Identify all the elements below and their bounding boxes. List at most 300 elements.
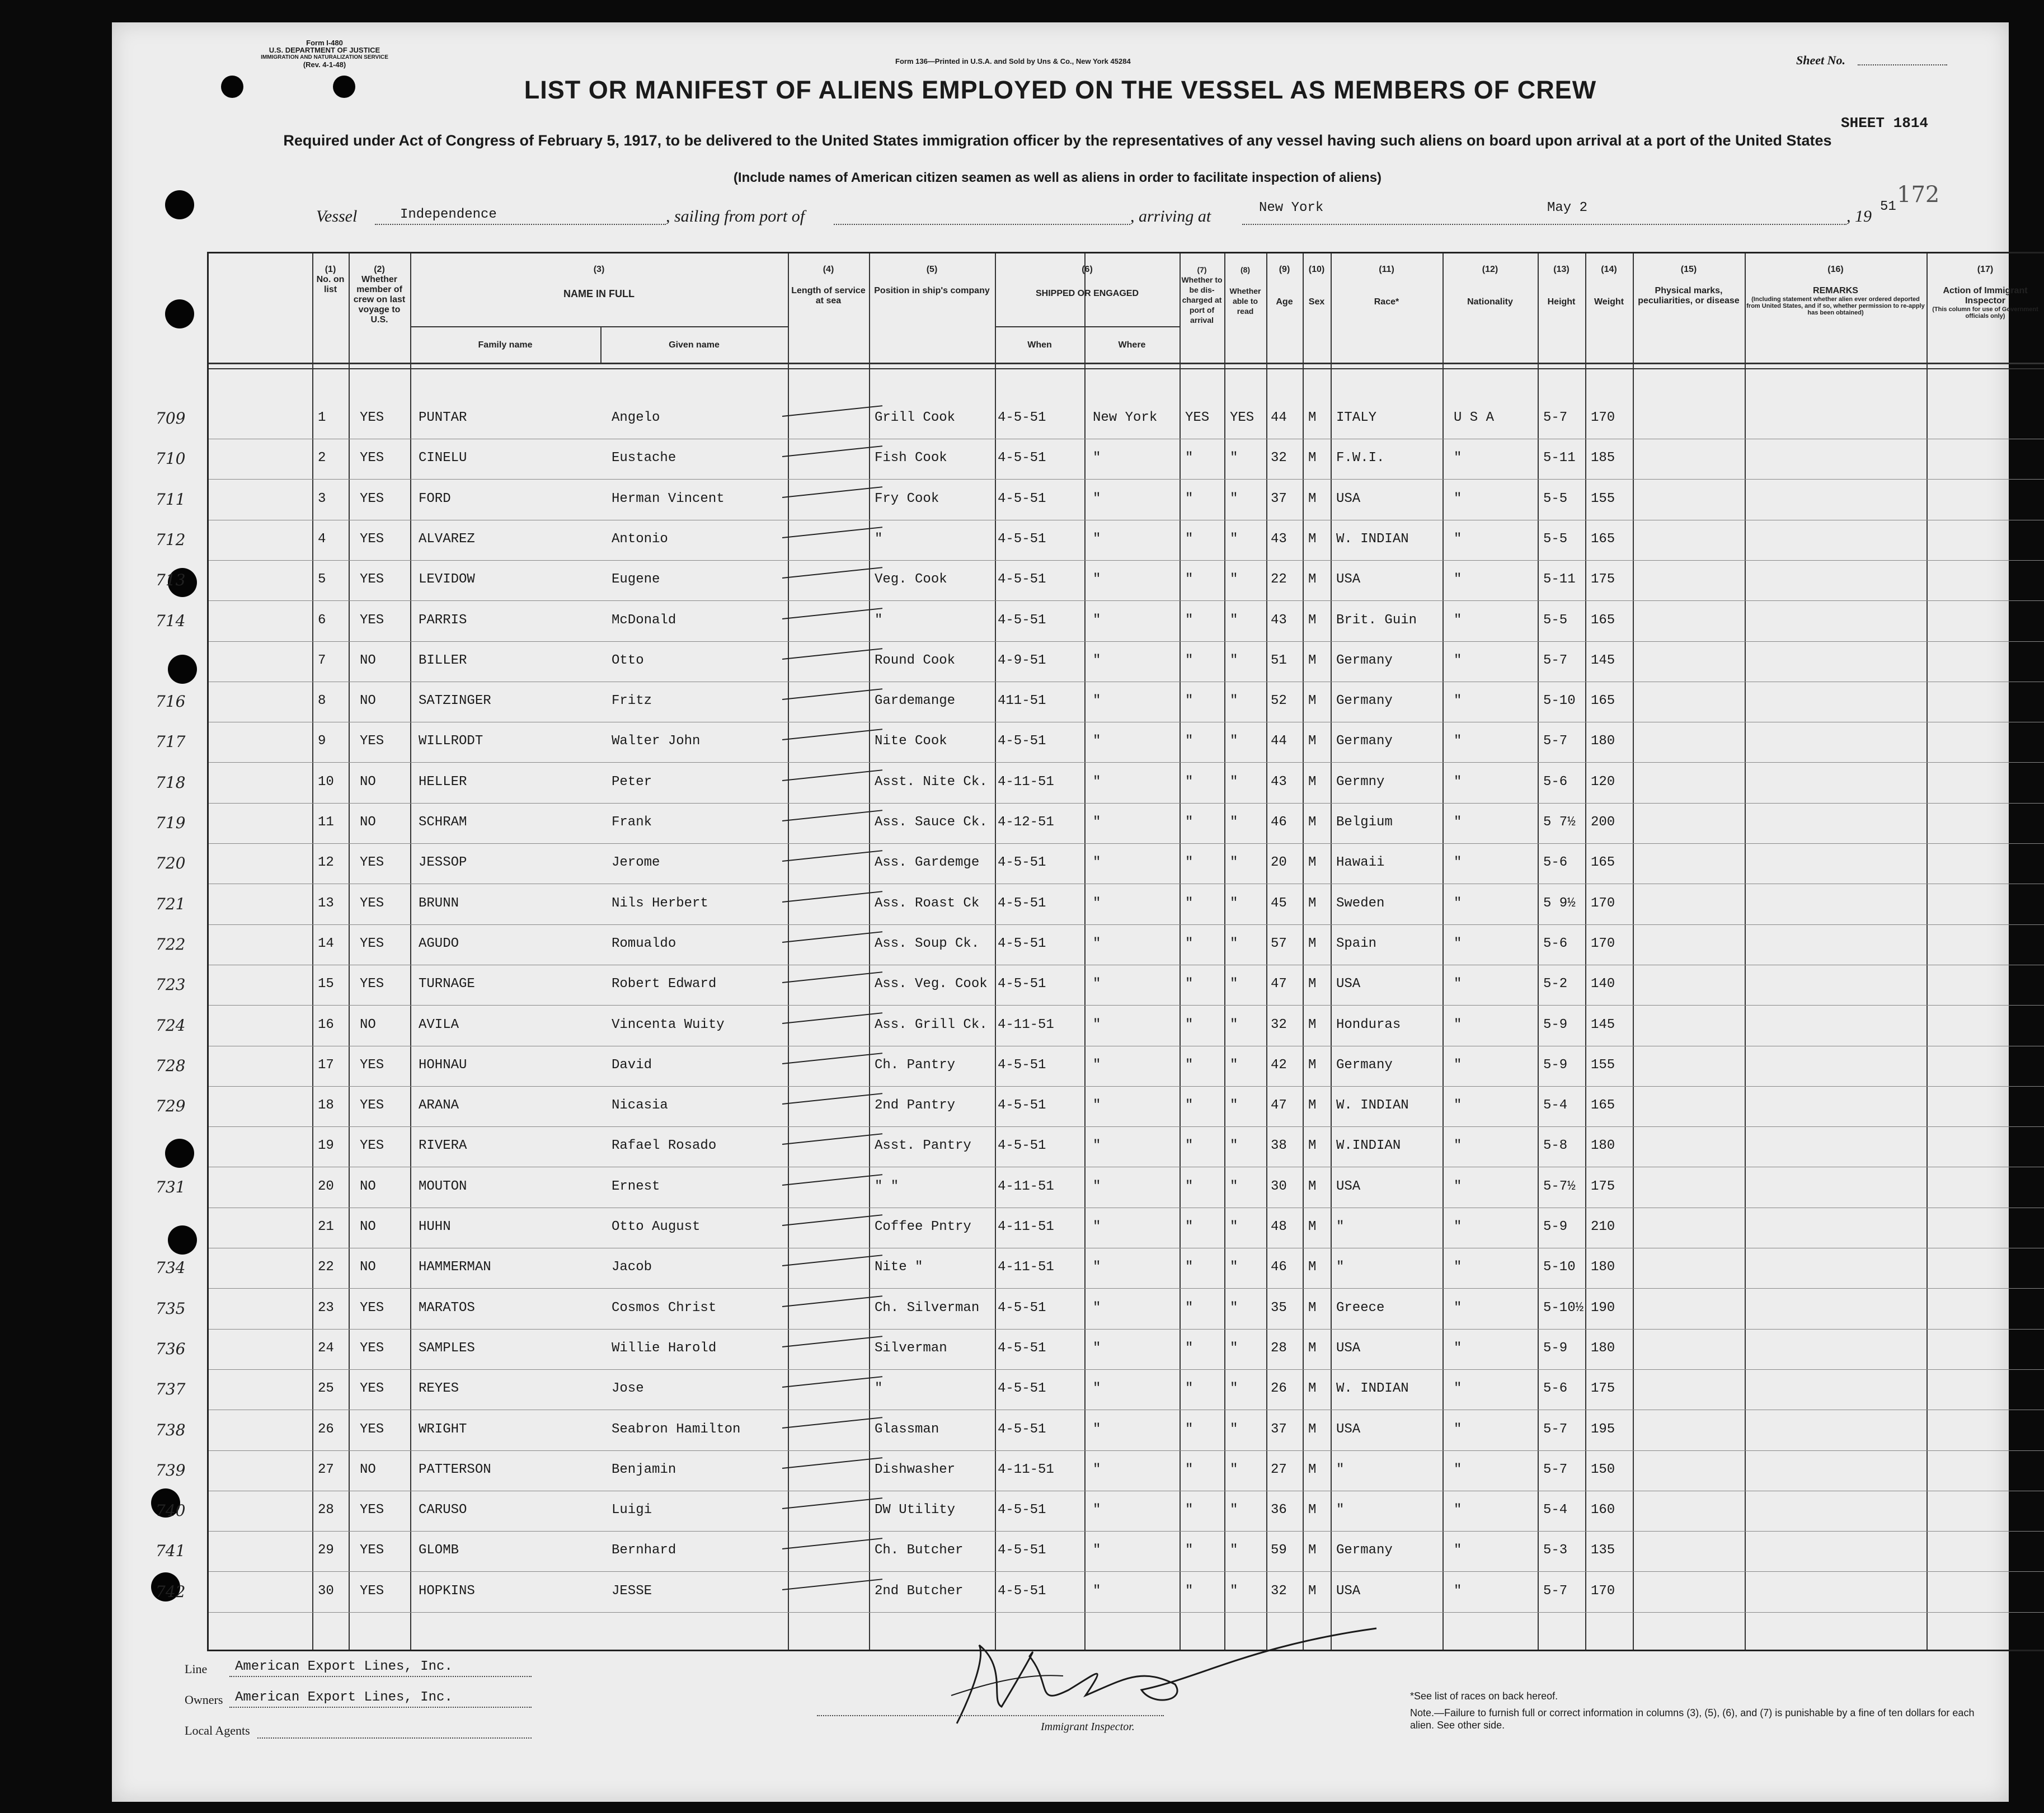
- cell-race: USA: [1336, 572, 1361, 588]
- cell-sex: M: [1308, 1421, 1317, 1437]
- cell-read: YES: [1230, 410, 1254, 425]
- cell-crew: YES: [360, 1340, 384, 1356]
- cell-where: ": [1093, 531, 1101, 547]
- cell-given: Seabron Hamilton: [612, 1421, 741, 1437]
- cell-given: Robert Edward: [612, 976, 717, 992]
- cell-no: 8: [318, 693, 326, 709]
- sailing-port-field: [834, 207, 1130, 225]
- table-row: [156, 1168, 2044, 1208]
- cell-weight: 175: [1591, 1381, 1615, 1397]
- cell-position: Gardemange: [875, 693, 956, 709]
- cell-race: W. INDIAN: [1336, 1098, 1409, 1114]
- cell-crew: YES: [360, 1300, 384, 1316]
- cell-weight: 165: [1591, 531, 1615, 547]
- cell-disch: ": [1185, 976, 1193, 992]
- length-of-service-tick: [782, 850, 882, 862]
- cell-read: ": [1230, 572, 1238, 588]
- cell-when: 4-11-51: [998, 774, 1054, 790]
- cell-age: 57: [1271, 936, 1287, 951]
- cell-read: ": [1230, 734, 1238, 749]
- cell-crew: YES: [360, 936, 384, 951]
- cell-disch: ": [1185, 774, 1193, 790]
- length-of-service-tick: [782, 445, 882, 457]
- cell-read: ": [1230, 936, 1238, 951]
- cell-given: David: [612, 1057, 652, 1073]
- cell-age: 52: [1271, 693, 1287, 709]
- cell-family: MARATOS: [419, 1300, 475, 1316]
- col-when-header: When: [1027, 340, 1052, 350]
- cell-crew: YES: [360, 855, 384, 871]
- cell-position: Ass. Sauce Ck.: [875, 815, 988, 830]
- cell-height: 5-6: [1543, 774, 1568, 790]
- cell-where: ": [1093, 1462, 1101, 1477]
- cell-read: ": [1230, 976, 1238, 992]
- cell-sex: M: [1308, 1381, 1317, 1397]
- cell-read: ": [1230, 855, 1238, 871]
- cell-race: ITALY: [1336, 410, 1377, 425]
- cell-race: W. INDIAN: [1336, 531, 1409, 547]
- cell-age: 37: [1271, 491, 1287, 506]
- cell-where: ": [1093, 1260, 1101, 1275]
- cell-age: 47: [1271, 1098, 1287, 1114]
- cell-age: 44: [1271, 410, 1287, 425]
- cell-position: Asst. Pantry: [875, 1138, 971, 1154]
- cell-read: ": [1230, 1219, 1238, 1234]
- cell-nat: ": [1454, 734, 1462, 749]
- row-handwritten-number: 739: [156, 1460, 186, 1479]
- arrival-date: May 2: [1547, 200, 1588, 215]
- cell-position: Ass. Veg. Cook: [875, 976, 988, 992]
- cell-position: Silverman: [875, 1340, 947, 1356]
- cell-crew: NO: [360, 693, 376, 709]
- cell-position: 2nd Butcher: [875, 1583, 964, 1599]
- cell-disch: ": [1185, 1421, 1193, 1437]
- cell-given: Jerome: [612, 855, 660, 871]
- col-marks-header: (15) Physical marks, peculiarities, or disease: [1638, 265, 1740, 306]
- cell-read: ": [1230, 450, 1238, 466]
- cell-crew: YES: [360, 1502, 384, 1518]
- cell-sex: M: [1308, 450, 1317, 466]
- cell-weight: 170: [1591, 1583, 1615, 1599]
- cell-no: 30: [318, 1583, 334, 1599]
- cell-race: Spain: [1336, 936, 1377, 951]
- cell-read: ": [1230, 1057, 1238, 1073]
- races-note: *See list of races on back hereof.: [1410, 1690, 1558, 1702]
- cell-where: ": [1093, 895, 1101, 911]
- length-of-service-tick: [782, 527, 882, 538]
- cell-nat: ": [1454, 774, 1462, 790]
- row-handwritten-number: 740: [156, 1501, 186, 1520]
- cell-sex: M: [1308, 976, 1317, 992]
- cell-age: 45: [1271, 895, 1287, 911]
- length-of-service-tick: [782, 1376, 882, 1388]
- col-position-header: (5) Position in ship's company: [874, 265, 990, 295]
- cell-no: 14: [318, 936, 334, 951]
- cell-family: TURNAGE: [419, 976, 475, 992]
- cell-given: Herman Vincent: [612, 491, 725, 506]
- cell-no: 22: [318, 1260, 334, 1275]
- length-of-service-tick: [782, 1093, 882, 1105]
- cell-family: JESSOP: [419, 855, 467, 871]
- cell-weight: 135: [1591, 1543, 1615, 1558]
- cell-family: FORD: [419, 491, 451, 506]
- cell-nat: ": [1454, 1178, 1462, 1194]
- cell-position: Dishwasher: [875, 1462, 956, 1477]
- cell-crew: NO: [360, 1462, 376, 1477]
- cell-family: PARRIS: [419, 612, 467, 628]
- length-of-service-tick: [782, 648, 882, 660]
- cell-given: Antonio: [612, 531, 668, 547]
- cell-height: 5-7: [1543, 734, 1568, 749]
- cell-race: Belgium: [1336, 815, 1393, 830]
- cell-sex: M: [1308, 1260, 1317, 1275]
- cell-race: F.W.I.: [1336, 450, 1385, 466]
- cell-position: Ch. Butcher: [875, 1543, 964, 1558]
- cell-given: Benjamin: [612, 1462, 676, 1477]
- table-row: [156, 965, 2044, 1006]
- cell-when: 411-51: [998, 693, 1046, 709]
- length-of-service-tick: [782, 931, 882, 943]
- cell-height: 5-5: [1543, 531, 1568, 547]
- cell-height: 5-9: [1543, 1057, 1568, 1073]
- cell-position: Ch. Silverman: [875, 1300, 980, 1316]
- table-row: [156, 399, 2044, 439]
- row-handwritten-number: 716: [156, 692, 186, 711]
- row-handwritten-number: 731: [156, 1177, 186, 1196]
- cell-given: Eustache: [612, 450, 676, 466]
- cell-height: 5-3: [1543, 1543, 1568, 1558]
- table-row: [156, 602, 2044, 642]
- cell-given: Vincenta Wuity: [612, 1017, 725, 1032]
- cell-crew: YES: [360, 572, 384, 588]
- cell-crew: NO: [360, 1260, 376, 1275]
- cell-position: Ass. Grill Ck.: [875, 1017, 988, 1032]
- cell-nat: ": [1454, 491, 1462, 506]
- cell-age: 44: [1271, 734, 1287, 749]
- col-read-header: (8) Whether able to read: [1229, 265, 1261, 316]
- cell-family: AGUDO: [419, 936, 459, 951]
- table-row: [209, 1208, 2044, 1248]
- cell-disch: ": [1185, 450, 1193, 466]
- cell-age: 43: [1271, 612, 1287, 628]
- cell-no: 20: [318, 1178, 334, 1194]
- cell-family: LEVIDOW: [419, 572, 475, 588]
- row-handwritten-number: 713: [156, 571, 186, 590]
- cell-when: 4-5-51: [998, 572, 1046, 588]
- cell-crew: YES: [360, 1138, 384, 1154]
- length-of-service-tick: [782, 1579, 882, 1590]
- cell-sex: M: [1308, 1300, 1317, 1316]
- cell-when: 4-5-51: [998, 976, 1046, 992]
- length-of-service-tick: [782, 1295, 882, 1307]
- cell-family: HUHN: [419, 1219, 451, 1234]
- cell-when: 4-5-51: [998, 612, 1046, 628]
- cell-height: 5-2: [1543, 976, 1568, 992]
- cell-height: 5-7: [1543, 1421, 1568, 1437]
- cell-weight: 155: [1591, 1057, 1615, 1073]
- row-handwritten-number: 734: [156, 1258, 186, 1277]
- cell-read: ": [1230, 1178, 1238, 1194]
- cell-disch: ": [1185, 1300, 1193, 1316]
- cell-crew: YES: [360, 1057, 384, 1073]
- cell-family: BRUNN: [419, 895, 459, 911]
- cell-nat: ": [1454, 1260, 1462, 1275]
- table-row: [156, 1330, 2044, 1370]
- cell-where: ": [1093, 936, 1101, 951]
- cell-disch: ": [1185, 572, 1193, 588]
- length-of-service-tick: [782, 1336, 882, 1347]
- cell-when: 4-5-51: [998, 1057, 1046, 1073]
- cell-nat: ": [1454, 1583, 1462, 1599]
- cell-family: MOUTON: [419, 1178, 467, 1194]
- table-row: [156, 1289, 2044, 1330]
- cell-disch: ": [1185, 936, 1193, 951]
- col-race-header: (11) Race*: [1374, 265, 1399, 307]
- cell-position: Nite Cook: [875, 734, 947, 749]
- cell-family: CARUSO: [419, 1502, 467, 1518]
- cell-crew: NO: [360, 774, 376, 790]
- cell-read: ": [1230, 612, 1238, 628]
- cell-nat: ": [1454, 1017, 1462, 1032]
- cell-position: 2nd Pantry: [875, 1098, 956, 1114]
- cell-no: 2: [318, 450, 326, 466]
- cell-weight: 175: [1591, 1178, 1615, 1194]
- cell-read: ": [1230, 652, 1238, 668]
- cell-race: USA: [1336, 1340, 1361, 1356]
- cell-read: ": [1230, 1017, 1238, 1032]
- cell-family: WILLRODT: [419, 734, 483, 749]
- cell-no: 18: [318, 1098, 334, 1114]
- col-height-header: (13) Height: [1547, 265, 1576, 307]
- cell-nat: ": [1454, 572, 1462, 588]
- cell-crew: YES: [360, 491, 384, 506]
- cell-disch: ": [1185, 1462, 1193, 1477]
- cell-given: Frank: [612, 815, 652, 830]
- cell-sex: M: [1308, 1138, 1317, 1154]
- cell-when: 4-12-51: [998, 815, 1054, 830]
- cell-crew: YES: [360, 612, 384, 628]
- cell-sex: M: [1308, 1340, 1317, 1356]
- cell-no: 7: [318, 652, 326, 668]
- cell-weight: 195: [1591, 1421, 1615, 1437]
- cell-disch: ": [1185, 895, 1193, 911]
- cell-no: 27: [318, 1462, 334, 1477]
- cell-when: 4-11-51: [998, 1017, 1054, 1032]
- cell-crew: YES: [360, 1543, 384, 1558]
- cell-race: Greece: [1336, 1300, 1385, 1316]
- cell-when: 4-5-51: [998, 1421, 1046, 1437]
- row-handwritten-number: 709: [156, 409, 186, 428]
- cell-family: PUNTAR: [419, 410, 467, 425]
- row-handwritten-number: 714: [156, 611, 186, 630]
- cell-nat: ": [1454, 1057, 1462, 1073]
- cell-when: 4-5-51: [998, 895, 1046, 911]
- cell-age: 47: [1271, 976, 1287, 992]
- cell-given: Willie Harold: [612, 1340, 717, 1356]
- page-title: LIST OR MANIFEST OF ALIENS EMPLOYED ON THE VESSEL AS MEMBERS OF CREW: [524, 76, 1597, 104]
- cell-position: Round Cook: [875, 652, 956, 668]
- cell-sex: M: [1308, 1462, 1317, 1477]
- cell-nat: ": [1454, 1502, 1462, 1518]
- cell-sex: M: [1308, 1098, 1317, 1114]
- cell-where: ": [1093, 1098, 1101, 1114]
- cell-sex: M: [1308, 1543, 1317, 1558]
- cell-weight: 145: [1591, 652, 1615, 668]
- cell-race: Germany: [1336, 693, 1393, 709]
- cell-given: Rafael Rosado: [612, 1138, 717, 1154]
- cell-disch: ": [1185, 1381, 1193, 1397]
- table-row: [156, 439, 2044, 480]
- cell-sex: M: [1308, 1057, 1317, 1073]
- cell-read: ": [1230, 1543, 1238, 1558]
- table-row: [156, 885, 2044, 925]
- cell-nat: ": [1454, 1421, 1462, 1437]
- table-row: [156, 844, 2044, 884]
- cell-read: ": [1230, 1421, 1238, 1437]
- cell-no: 6: [318, 612, 326, 628]
- col-age-header: (9) Age: [1276, 265, 1293, 307]
- cell-disch: ": [1185, 1219, 1193, 1234]
- cell-sex: M: [1308, 1178, 1317, 1194]
- cell-no: 24: [318, 1340, 334, 1356]
- row-handwritten-number: 723: [156, 975, 186, 994]
- cell-nat: ": [1454, 450, 1462, 466]
- cell-disch: ": [1185, 1583, 1193, 1599]
- cell-weight: 180: [1591, 1340, 1615, 1356]
- cell-disch: ": [1185, 734, 1193, 749]
- punch-hole: [168, 1225, 197, 1255]
- cell-given: JESSE: [612, 1583, 652, 1599]
- length-of-service-tick: [782, 1174, 882, 1186]
- cell-age: 46: [1271, 815, 1287, 830]
- cell-weight: 185: [1591, 450, 1615, 466]
- cell-family: RIVERA: [419, 1138, 467, 1154]
- row-handwritten-number: 720: [156, 854, 186, 873]
- table-row: [156, 1411, 2044, 1451]
- cell-height: 5-10½: [1543, 1300, 1584, 1316]
- cell-age: 32: [1271, 450, 1287, 466]
- cell-given: Nicasia: [612, 1098, 668, 1114]
- cell-crew: YES: [360, 410, 384, 425]
- cell-position: ": [875, 612, 883, 628]
- row-handwritten-number: 738: [156, 1420, 186, 1439]
- cell-weight: 180: [1591, 1260, 1615, 1275]
- cell-height: 5-10: [1543, 1260, 1576, 1275]
- cell-read: ": [1230, 1260, 1238, 1275]
- cell-sex: M: [1308, 1219, 1317, 1234]
- length-of-service-tick: [782, 405, 882, 417]
- cell-race: Sweden: [1336, 895, 1385, 911]
- cell-age: 48: [1271, 1219, 1287, 1234]
- cell-weight: 120: [1591, 774, 1615, 790]
- cell-read: ": [1230, 1502, 1238, 1518]
- length-of-service-tick: [782, 1134, 882, 1145]
- row-handwritten-number: 712: [156, 530, 186, 549]
- length-of-service-tick: [782, 729, 882, 741]
- cell-no: 19: [318, 1138, 334, 1154]
- cell-read: ": [1230, 491, 1238, 506]
- cell-disch: ": [1185, 815, 1193, 830]
- service-name: IMMIGRATION AND NATURALIZATION SERVICE: [261, 54, 388, 60]
- cell-when: 4-5-51: [998, 1300, 1046, 1316]
- cell-sex: M: [1308, 895, 1317, 911]
- cell-family: SCHRAM: [419, 815, 467, 830]
- owners-label: Owners: [185, 1693, 223, 1707]
- cell-weight: 200: [1591, 815, 1615, 830]
- cell-age: 51: [1271, 652, 1287, 668]
- cell-where: ": [1093, 693, 1101, 709]
- col-remarks-header: (16) REMARKS (Including statement whether alien ever ordered deported from United States, and if so, whether permission to re-apply has been obtained): [1746, 265, 1925, 316]
- cell-no: 11: [318, 815, 334, 830]
- cell-position: Grill Cook: [875, 410, 956, 425]
- cell-where: ": [1093, 1300, 1101, 1316]
- cell-age: 38: [1271, 1138, 1287, 1154]
- cell-disch: ": [1185, 531, 1193, 547]
- cell-where: ": [1093, 1178, 1101, 1194]
- table-row: [156, 1532, 2044, 1572]
- penalty-note: Note.—Failure to furnish full or correct information in columns (3), (5), (6), and (7) is punishable by a fine of ten dollars for each alien. See other side.: [1410, 1707, 1975, 1731]
- col-family-header: Family name: [478, 340, 533, 350]
- cell-family: BILLER: [419, 652, 467, 668]
- form-number: Form I-480: [306, 39, 343, 47]
- cell-where: ": [1093, 1583, 1101, 1599]
- cell-height: 5-6: [1543, 1381, 1568, 1397]
- cell-nat: U S A: [1454, 410, 1495, 425]
- cell-position: Nite ": [875, 1260, 923, 1275]
- cell-position: DW Utility: [875, 1502, 956, 1518]
- cell-given: Peter: [612, 774, 652, 790]
- cell-no: 26: [318, 1421, 334, 1437]
- cell-where: ": [1093, 572, 1101, 588]
- cell-given: Fritz: [612, 693, 652, 709]
- cell-sex: M: [1308, 774, 1317, 790]
- cell-race: USA: [1336, 976, 1361, 992]
- cell-nat: ": [1454, 1300, 1462, 1316]
- cell-given: Eugene: [612, 572, 660, 588]
- cell-age: 43: [1271, 531, 1287, 547]
- cell-nat: ": [1454, 1340, 1462, 1356]
- cell-when: 4-5-51: [998, 1340, 1046, 1356]
- cell-age: 37: [1271, 1421, 1287, 1437]
- table-row: [156, 1491, 2044, 1532]
- inspector-signature: [940, 1623, 1399, 1735]
- cell-crew: YES: [360, 1381, 384, 1397]
- table-row: [156, 1087, 2044, 1127]
- cell-race: W. INDIAN: [1336, 1381, 1409, 1397]
- cell-age: 32: [1271, 1583, 1287, 1599]
- page-subtitle-note: (Include names of American citizen seamen as well as aliens in order to facilitate inspection of aliens): [733, 170, 1382, 185]
- cell-no: 16: [318, 1017, 334, 1032]
- cell-race: Germny: [1336, 774, 1385, 790]
- cell-family: ALVAREZ: [419, 531, 475, 547]
- vessel-name: Independence: [400, 207, 497, 222]
- table-row: [156, 804, 2044, 844]
- cell-height: 5-10: [1543, 693, 1576, 709]
- cell-weight: 165: [1591, 855, 1615, 871]
- length-of-service-tick: [782, 1255, 882, 1266]
- table-row: [156, 763, 2044, 804]
- cell-sex: M: [1308, 1017, 1317, 1032]
- cell-when: 4-9-51: [998, 652, 1046, 668]
- cell-no: 23: [318, 1300, 334, 1316]
- cell-position: Ass. Soup Ck.: [875, 936, 980, 951]
- cell-disch: ": [1185, 1340, 1193, 1356]
- cell-height: 5-11: [1543, 572, 1576, 588]
- cell-given: Walter John: [612, 734, 701, 749]
- length-of-service-tick: [782, 1457, 882, 1469]
- manifest-sheet: [112, 22, 2038, 1802]
- cell-weight: 165: [1591, 1098, 1615, 1114]
